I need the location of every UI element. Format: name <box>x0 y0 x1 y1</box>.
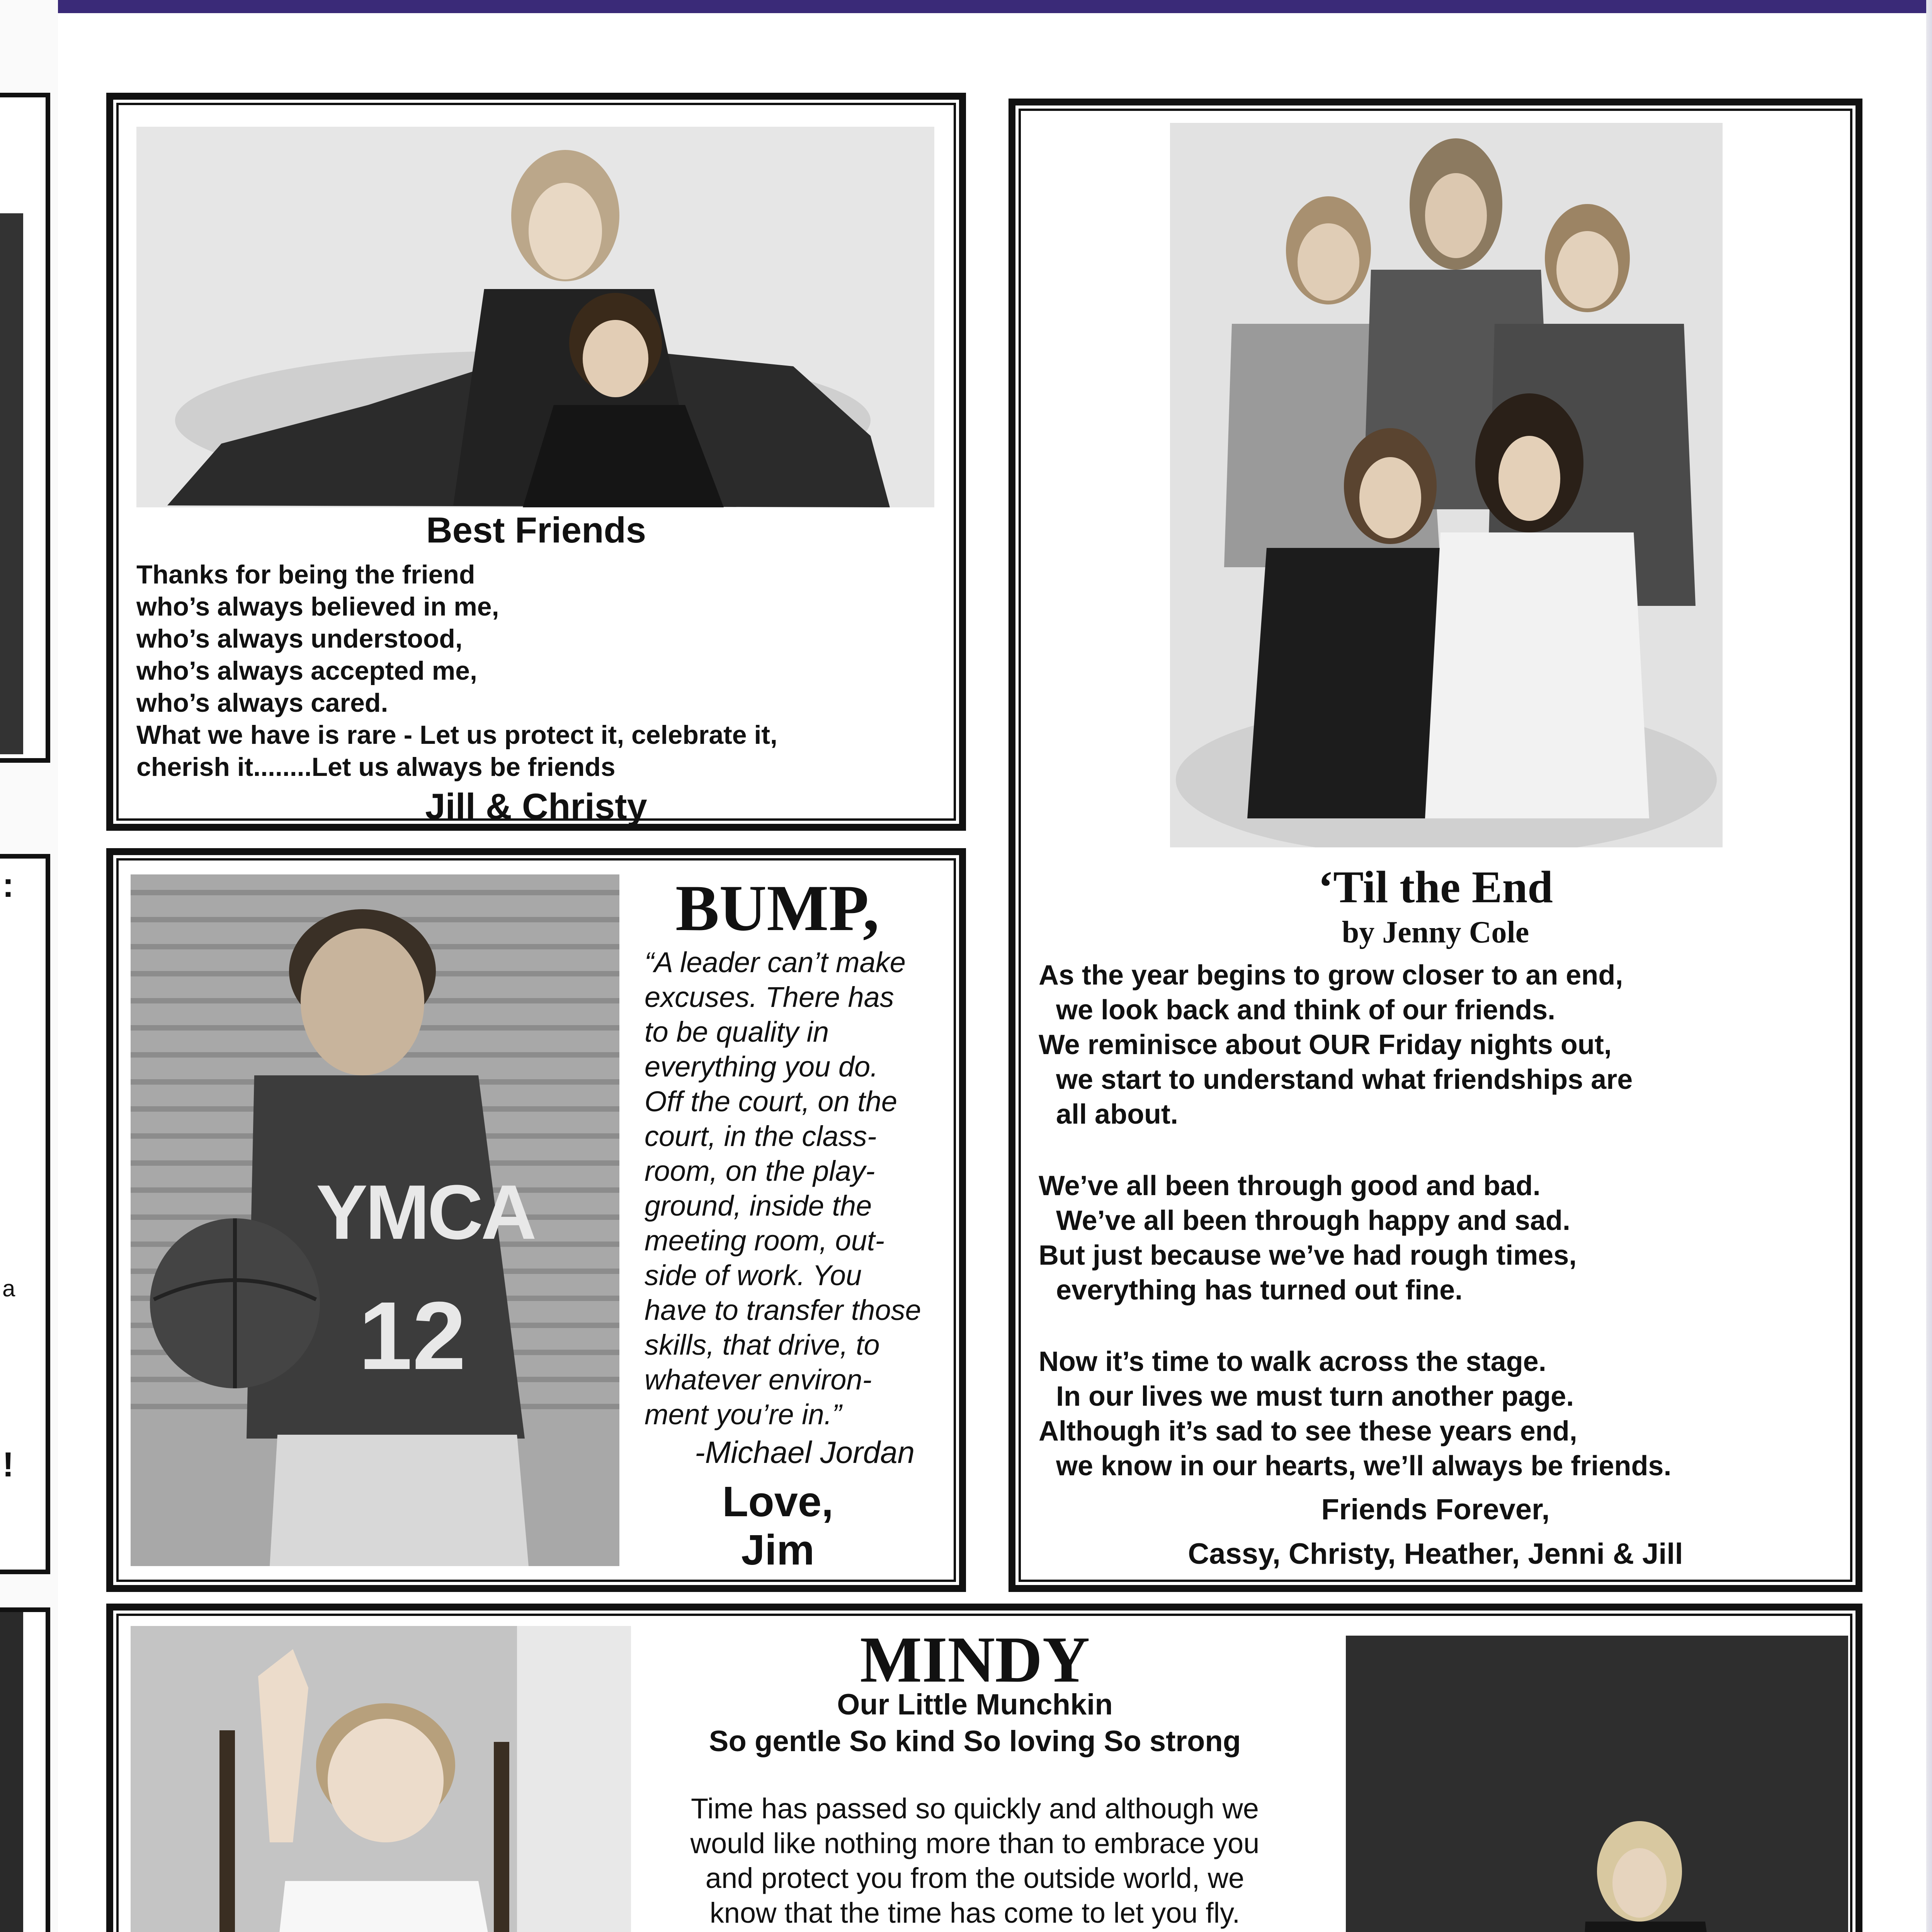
best-friends-title: Best Friends <box>426 510 646 550</box>
mindy-baby-photo-art <box>131 1626 631 1932</box>
mindy-senior-photo <box>1346 1636 1848 1932</box>
mindy-ad <box>106 1604 1862 1932</box>
bump-title: BUMP, <box>675 872 879 944</box>
best-friends-photo-art <box>136 127 934 507</box>
bump-ad <box>106 848 966 1592</box>
previous-page-box <box>0 93 50 763</box>
best-friends-signature: Jill & Christy <box>425 786 647 827</box>
best-friends-line: who’s always believed in me, <box>136 592 499 621</box>
poem-line: We’ve all been through happy and sad. <box>1056 1205 1570 1236</box>
best-friends-ad <box>106 93 966 831</box>
quote-line: ment you’re in.” <box>645 1398 842 1430</box>
til-the-end-photo <box>1170 123 1723 847</box>
mindy-line: Time has passed so quickly and although we <box>691 1793 1259 1825</box>
quote-line: ground, inside the <box>645 1190 872 1222</box>
quote-line: side of work. You <box>645 1259 862 1291</box>
best-friends-line: who’s always cared. <box>136 688 388 718</box>
poem-line: everything has turned out fine. <box>1056 1275 1463 1306</box>
page-right-edge <box>1926 0 1932 1932</box>
til-the-end-ad <box>1009 99 1862 1592</box>
mindy-baby-photo <box>131 1626 631 1932</box>
best-friends-line: Thanks for being the friend <box>136 560 475 589</box>
quote-line: “A leader can’t make <box>645 946 906 978</box>
previous-page-glyph: a <box>2 1276 15 1301</box>
page-top-edge <box>0 0 1932 13</box>
til-the-end-byline: by Jenny Cole <box>1342 915 1529 949</box>
previous-page-glyph: ! <box>2 1446 14 1484</box>
poem-line: We’ve all been through good and bad. <box>1039 1170 1541 1201</box>
bump-love: Love, <box>722 1478 833 1526</box>
poem-line: Although it’s sad to see these years end, <box>1039 1416 1577 1447</box>
quote-line: whatever environ- <box>645 1364 872 1396</box>
jersey-text: YMCA <box>316 1169 534 1255</box>
poem-line: We reminisce about OUR Friday nights out, <box>1039 1029 1612 1060</box>
mindy-line: would like nothing more than to embrace you <box>690 1827 1260 1859</box>
poem-line: we know in our hearts, we’ll always be friends. <box>1056 1451 1672 1481</box>
poem-line: we start to understand what friendships are <box>1056 1064 1633 1095</box>
bump-photo <box>131 874 619 1566</box>
mindy-subtitle: Our Little Munchkin <box>837 1688 1113 1721</box>
mindy-line: know that the time has come to let you fly. <box>709 1897 1240 1929</box>
poem-line: In our lives we must turn another page. <box>1056 1381 1574 1412</box>
mindy-subtitle: So gentle So kind So loving So strong <box>709 1725 1241 1758</box>
quote-line: meeting room, out- <box>645 1225 885 1257</box>
best-friends-line: who’s always understood, <box>136 624 463 653</box>
best-friends-photo <box>136 127 934 507</box>
quote-line: excuses. There has <box>645 981 894 1013</box>
mindy-senior-photo-art <box>1346 1636 1848 1932</box>
previous-page-box <box>0 1607 50 1932</box>
quote-line: have to transfer those <box>645 1294 921 1326</box>
mindy-title: MINDY <box>860 1623 1090 1696</box>
poem-line: all about. <box>1056 1099 1179 1130</box>
til-the-end-closing: Friends Forever, <box>1321 1493 1550 1526</box>
previous-page-glyph: : <box>2 866 14 905</box>
til-the-end-photo-art <box>1170 123 1723 847</box>
til-the-end-title: ‘Til the End <box>1318 862 1553 912</box>
poem-line: Now it’s time to walk across the stage. <box>1039 1346 1546 1377</box>
til-the-end-names: Cassy, Christy, Heather, Jenni & Jill <box>1188 1537 1683 1570</box>
bump-from: Jim <box>741 1526 815 1574</box>
quote-line: court, in the class- <box>645 1120 877 1152</box>
poem-line: we look back and think of our friends. <box>1056 995 1556 1026</box>
previous-page-photo <box>0 213 23 754</box>
poem-line: As the year begins to grow closer to an end, <box>1039 960 1623 991</box>
quote-line: to be quality in <box>645 1016 829 1048</box>
quote-line: skills, that drive, to <box>645 1329 880 1361</box>
poem-line: But just because we’ve had rough times, <box>1039 1240 1577 1271</box>
best-friends-line: cherish it........Let us always be friends <box>136 752 616 782</box>
mindy-line: and protect you from the outside world, we <box>705 1862 1245 1894</box>
best-friends-line: What we have is rare - Let us protect it, celebrate it, <box>136 720 777 750</box>
quote-attribution: -Michael Jordan <box>695 1435 915 1469</box>
best-friends-line: who’s always accepted me, <box>136 656 477 685</box>
previous-page-photo <box>0 1612 23 1932</box>
quote-line: Off the court, on the <box>645 1085 898 1117</box>
quote-line: room, on the play- <box>645 1155 875 1187</box>
jersey-number: 12 <box>359 1282 466 1389</box>
quote-line: everything you do. <box>645 1051 878 1083</box>
